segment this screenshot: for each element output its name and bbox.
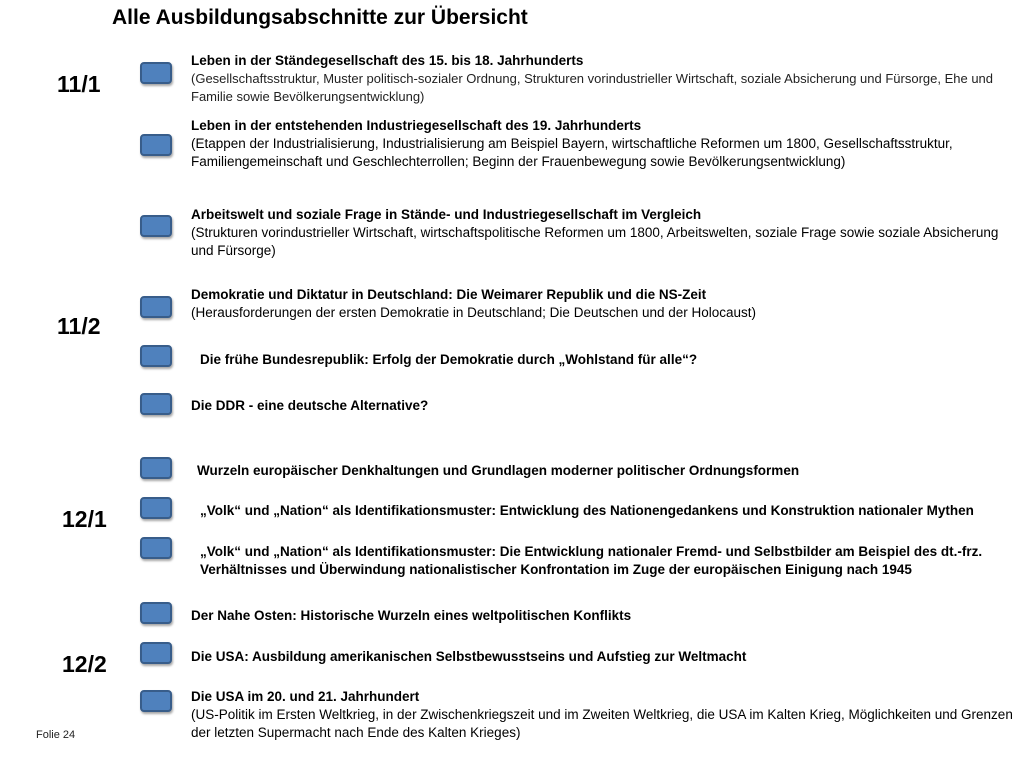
list-item (191, 206, 1016, 260)
list-item (200, 543, 1005, 579)
item-link-button-5[interactable] (140, 345, 172, 367)
list-item (191, 397, 1016, 415)
item-link-button-10[interactable] (140, 602, 172, 624)
item-title: Die USA im 20. und 21. Jahrhundert (191, 689, 420, 704)
item-title: Der Nahe Osten: Historische Wurzeln eines weltpolitischen Konflikts (191, 608, 632, 623)
item-title: Leben in der Ständegesellschaft des 15. bis 18. Jahrhunderts (191, 53, 584, 68)
item-title: Arbeitswelt und soziale Frage in Stände- und Industriegesellschaft im Vergleich (191, 207, 702, 222)
item-description: (Strukturen vorindustrieller Wirtschaft, wirtschaftspolitische Reformen um 1800, Arbeitswelten, soziale Frage sowie soziale Absicherung und Fürsorge) (191, 225, 999, 258)
item-link-button-9[interactable] (140, 537, 172, 559)
list-item (200, 502, 1024, 520)
item-link-button-3[interactable] (140, 215, 172, 237)
semester-label-12-2: 12/2 (62, 651, 107, 677)
item-link-button-1[interactable] (140, 62, 172, 84)
list-item (191, 648, 1016, 666)
page-title: Alle Ausbildungsabschnitte zur Übersicht (112, 6, 528, 29)
item-link-button-2[interactable] (140, 134, 172, 156)
list-item (191, 607, 1016, 625)
item-link-button-8[interactable] (140, 497, 172, 519)
item-title: „Volk“ und „Nation“ als Identifikationsmuster: Die Entwicklung nationaler Fremd- und Selbstbilder am Beispiel des dt.-frz. Verhältnisses und Überwindung nationalistischer Konfrontation im Zuge der europäischen Einigung nach 1945 (200, 544, 983, 577)
item-title: Wurzeln europäischer Denkhaltungen und Grundlagen moderner politischer Ordnungsformen (197, 463, 800, 478)
list-item (197, 462, 1022, 480)
list-item (191, 688, 1016, 742)
item-title: Die frühe Bundesrepublik: Erfolg der Demokratie durch „Wohlstand für alle“? (200, 352, 698, 367)
item-description: (Herausforderungen der ersten Demokratie in Deutschland; Die Deutschen und der Holocaust) (191, 305, 757, 320)
slide-number: Folie 24 (36, 729, 76, 741)
item-description: (Gesellschaftsstruktur, Muster politisch-sozialer Ordnung, Strukturen vorindustrieller Wirtschaft, soziale Absicherung und Fürsorge, Ehe und Familie sowie Bevölkerungsentwicklung) (191, 71, 994, 104)
list-item (200, 351, 1024, 369)
item-link-button-7[interactable] (140, 457, 172, 479)
item-description: (US-Politik im Ersten Weltkrieg, in der Zwischenkriegszeit und im Zweiten Weltkrieg, die USA im Kalten Krieg, Möglichkeiten und Grenzen der letzten Supermacht nach Ende des Kalten Krieges) (191, 707, 1013, 740)
item-title: Demokratie und Diktatur in Deutschland: Die Weimarer Republik und die NS-Zeit (191, 287, 707, 302)
item-title: „Volk“ und „Nation“ als Identifikationsmuster: Entwicklung des Nationengedankens und Konstruktion nationaler Mythen (200, 503, 974, 518)
item-title: Die DDR - eine deutsche Alternative? (191, 398, 429, 413)
item-title: Leben in der entstehenden Industriegesellschaft des 19. Jahrhunderts (191, 118, 642, 133)
list-item (191, 117, 1016, 171)
item-link-button-11[interactable] (140, 642, 172, 664)
item-link-button-4[interactable] (140, 296, 172, 318)
list-item (191, 52, 1016, 106)
semester-label-12-1: 12/1 (62, 506, 107, 532)
semester-label-11-1: 11/1 (57, 71, 101, 97)
item-link-button-6[interactable] (140, 393, 172, 415)
item-link-button-12[interactable] (140, 690, 172, 712)
item-description: (Etappen der Industrialisierung, Industrialisierung am Beispiel Bayern, wirtschaftliche Reformen um 1800, Gesellschaftsstruktur, Familiengemeinschaft und Geschlechterrollen; Beginn der Frauenbewegung sowie Bevölkerungsentwicklung) (191, 136, 953, 169)
item-title: Die USA: Ausbildung amerikanischen Selbstbewusstseins und Aufstieg zur Weltmacht (191, 649, 747, 664)
semester-label-11-2: 11/2 (57, 313, 101, 339)
list-item (191, 286, 1016, 322)
